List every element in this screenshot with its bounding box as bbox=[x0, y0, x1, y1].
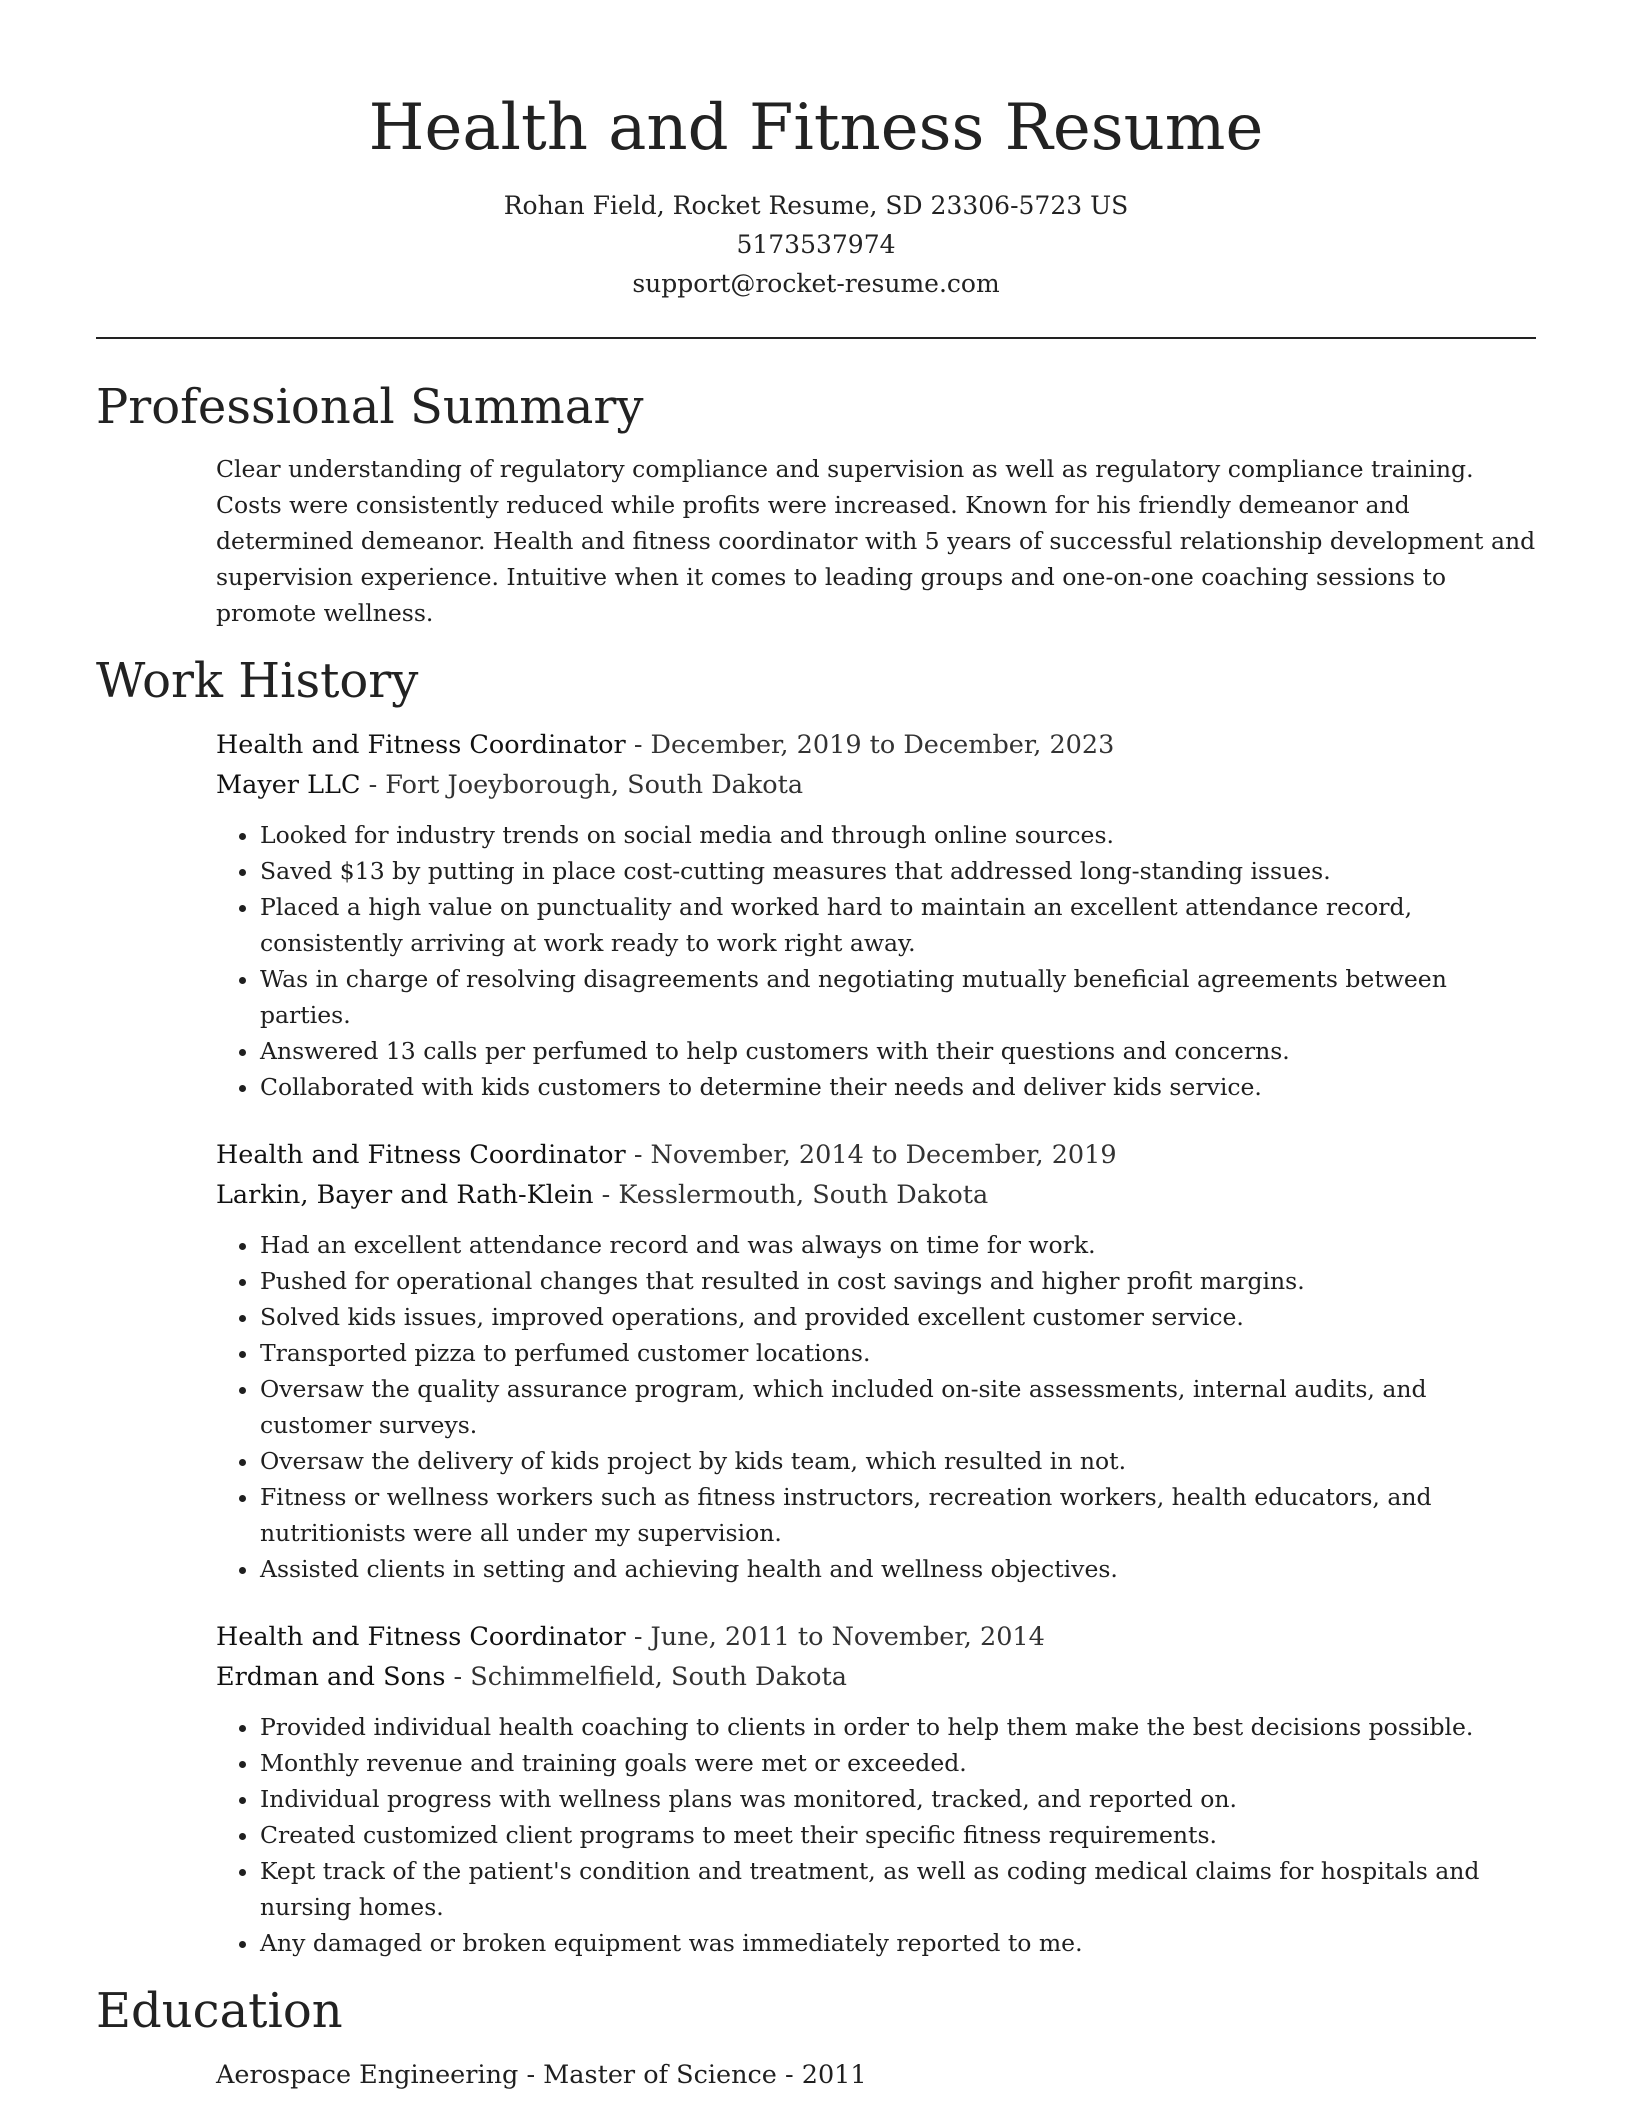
job-company: Erdman and Sons bbox=[216, 1662, 446, 1692]
job-bullet: • Saved $13 by putting in place cost-cutting measures that addressed long-standing issues. bbox=[260, 853, 1536, 889]
job-bullet: • Solved kids issues, improved operations, and provided excellent customer service. bbox=[260, 1299, 1536, 1335]
job-entry bbox=[216, 725, 1536, 1105]
contact-email: support@rocket-resume.com bbox=[632, 269, 1000, 298]
job-company: Larkin, Bayer and Rath-Klein bbox=[216, 1180, 594, 1210]
job-title: Health and Fitness Coordinator bbox=[216, 1622, 626, 1652]
job-title-line bbox=[216, 725, 1536, 765]
job-bullet: • Oversaw the quality assurance program, which included on-site assessments, internal audits, and customer surveys. bbox=[260, 1371, 1536, 1443]
job-title-line bbox=[216, 1135, 1536, 1175]
job-title: Health and Fitness Coordinator bbox=[216, 1140, 626, 1170]
job-bullet: • Transported pizza to perfumed customer locations. bbox=[260, 1335, 1536, 1371]
job-entry bbox=[216, 1617, 1536, 1961]
contact-block bbox=[96, 186, 1536, 303]
job-company: Mayer LLC bbox=[216, 770, 361, 800]
job-company-line bbox=[216, 765, 1536, 805]
job-bullet: • Pushed for operational changes that resulted in cost savings and higher profit margins. bbox=[260, 1263, 1536, 1299]
work-history-list bbox=[216, 725, 1536, 1961]
job-dates: - June, 2011 to November, 2014 bbox=[625, 1622, 1045, 1652]
job-bullets bbox=[216, 1227, 1536, 1587]
job-bullet: • Created customized client programs to meet their specific fitness requirements. bbox=[260, 1817, 1536, 1853]
header-divider bbox=[96, 337, 1536, 339]
summary-text: Clear understanding of regulatory compliance and supervision as well as regulatory compliance training. Costs were consistently reduced while profits were increased. Known for his friendly demeanor and determined demeanor. Health and fitness coordinator with 5 years of successful relationship development and supervision experience. Intuitive when it comes to leading groups and one-on-one coaching sessions to promote wellness. bbox=[216, 455, 1536, 627]
contact-phone: 5173537974 bbox=[736, 230, 896, 259]
contact-address: Rohan Field, Rocket Resume, SD 23306-5723 US bbox=[503, 191, 1129, 220]
job-location: - Kesslermouth, South Dakota bbox=[593, 1180, 989, 1210]
job-bullet: • Kept track of the patient's condition and treatment, as well as coding medical claims for hospitals and nursing homes. bbox=[260, 1853, 1536, 1925]
job-location: - Schimmelfield, South Dakota bbox=[445, 1662, 847, 1692]
job-company-line bbox=[216, 1657, 1536, 1697]
job-bullets bbox=[216, 817, 1536, 1105]
job-bullets bbox=[216, 1709, 1536, 1961]
education-entry: Aerospace Engineering - Master of Science - 2011 bbox=[216, 2060, 867, 2090]
resume-page bbox=[96, 0, 1536, 2095]
job-bullet: • Collaborated with kids customers to determine their needs and deliver kids service. bbox=[260, 1069, 1536, 1105]
job-bullet: • Placed a high value on punctuality and worked hard to maintain an excellent attendance record, consistently arriving at work ready to work right away. bbox=[260, 889, 1536, 961]
job-dates: - December, 2019 to December, 2023 bbox=[625, 730, 1115, 760]
resume-title: Health and Fitness Resume bbox=[368, 91, 1264, 165]
job-bullet: • Looked for industry trends on social media and through online sources. bbox=[260, 817, 1536, 853]
job-bullet: • Had an excellent attendance record and was always on time for work. bbox=[260, 1227, 1536, 1263]
job-bullet: • Was in charge of resolving disagreements and negotiating mutually beneficial agreements between parties. bbox=[260, 961, 1536, 1033]
job-bullet: • Fitness or wellness workers such as fitness instructors, recreation workers, health educators, and nutritionists were all under my supervision. bbox=[260, 1479, 1536, 1551]
job-bullet: • Answered 13 calls per perfumed to help customers with their questions and concerns. bbox=[260, 1033, 1536, 1069]
work-history-heading: Work History bbox=[96, 653, 419, 709]
job-company-line bbox=[216, 1175, 1536, 1215]
job-title: Health and Fitness Coordinator bbox=[216, 730, 626, 760]
job-title-line bbox=[216, 1617, 1536, 1657]
job-bullet: • Monthly revenue and training goals were met or exceeded. bbox=[260, 1745, 1536, 1781]
job-entry bbox=[216, 1135, 1536, 1587]
job-bullet: • Provided individual health coaching to clients in order to help them make the best decisions possible. bbox=[260, 1709, 1536, 1745]
education-heading: Education bbox=[96, 1983, 343, 2039]
job-dates: - November, 2014 to December, 2019 bbox=[625, 1140, 1117, 1170]
job-location: - Fort Joeyborough, South Dakota bbox=[360, 770, 804, 800]
summary-heading: Professional Summary bbox=[96, 379, 644, 435]
job-bullet: • Oversaw the delivery of kids project by kids team, which resulted in not. bbox=[260, 1443, 1536, 1479]
job-bullet: • Individual progress with wellness plans was monitored, tracked, and reported on. bbox=[260, 1781, 1536, 1817]
job-bullet: • Assisted clients in setting and achieving health and wellness objectives. bbox=[260, 1551, 1536, 1587]
job-bullet: • Any damaged or broken equipment was immediately reported to me. bbox=[260, 1925, 1536, 1961]
